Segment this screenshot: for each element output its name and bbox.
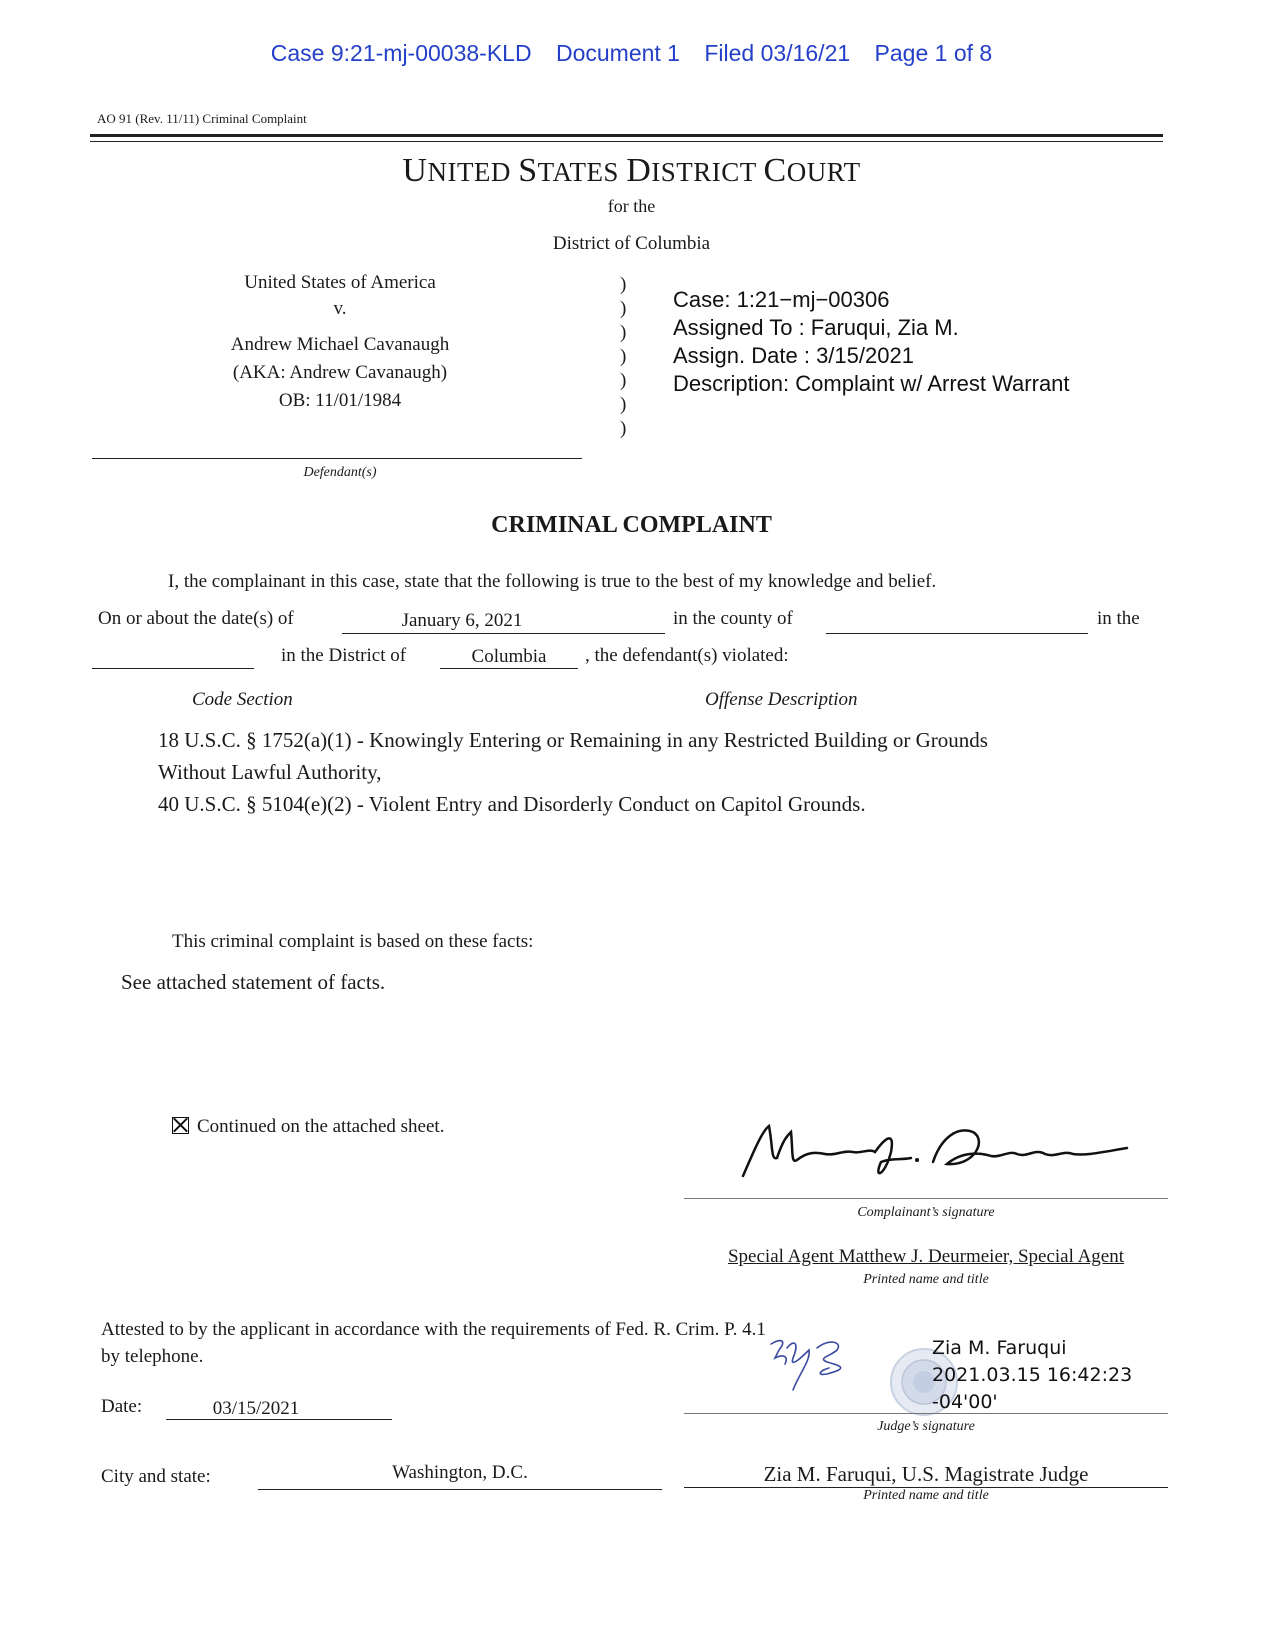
caption-paren: ) — [620, 370, 627, 391]
complainant-signature-label: Complainant’s signature — [857, 1205, 995, 1220]
digital-timestamp: 2021.03.15 16:42:23 — [932, 1364, 1133, 1386]
blank-underline — [92, 668, 254, 669]
header-rule-thin — [90, 141, 1163, 142]
attest-date: 03/15/2021 — [212, 1398, 300, 1419]
judge-signature-line — [684, 1413, 1168, 1414]
offense-description-header: Offense Description — [705, 689, 858, 710]
complainant-printed-label: Printed name and title — [863, 1272, 989, 1287]
assigned-to: Assigned To : Faruqui, Zia M. — [673, 315, 959, 340]
defendant-label: Defendant(s) — [303, 465, 377, 480]
caption-paren: ) — [620, 346, 627, 367]
caption-paren: ) — [620, 274, 627, 295]
judge-initials-signature — [765, 1330, 861, 1404]
case-info-block — [673, 286, 1070, 398]
digital-timezone: -04'00' — [932, 1391, 998, 1413]
complainant-signature-graphic — [735, 1118, 1135, 1186]
caption-paren: ) — [620, 394, 627, 415]
county-underline — [826, 633, 1088, 634]
stamp-case-number: Case 9:21-mj-00038-KLD — [270, 40, 532, 66]
caption-paren: ) — [620, 418, 627, 439]
offense-date: January 6, 2021 — [401, 610, 523, 631]
digital-signature-block — [932, 1335, 1132, 1416]
city-underline — [258, 1489, 662, 1490]
attestation-text — [101, 1316, 766, 1370]
continued-checkbox — [172, 1117, 189, 1134]
defendant-dob: OB: 11/01/1984 — [278, 390, 402, 411]
district-value: Columbia — [471, 646, 547, 667]
complainant-statement: I, the complainant in this case, state that the following is true to the best of my knowledge and belief. — [168, 571, 937, 592]
in-the-label: in the — [1097, 608, 1140, 629]
facts-intro: This criminal complaint is based on these facts: — [172, 931, 534, 952]
district-name: District of Columbia — [552, 233, 711, 254]
code-section-header: Code Section — [192, 689, 293, 710]
judge-signature-label: Judge’s signature — [877, 1419, 975, 1434]
judge-printed-name: Zia M. Faruqui, U.S. Magistrate Judge — [763, 1462, 1089, 1486]
county-label: in the county of — [673, 608, 793, 629]
case-number: Case: 1:21−mj−00306 — [673, 287, 890, 312]
date-underline — [342, 633, 665, 634]
defendant-aka: (AKA: Andrew Cavanaugh) — [232, 362, 448, 383]
caption-paren: ) — [620, 298, 627, 319]
plaintiff-name: United States of America — [244, 272, 436, 293]
ecf-header-stamp — [0, 40, 1263, 67]
defendant-name: Andrew Michael Cavanaugh — [230, 334, 450, 355]
date-prefix: On or about the date(s) of — [98, 608, 294, 629]
city-state-label: City and state: — [101, 1466, 211, 1487]
attestation-line: by telephone. — [101, 1346, 204, 1367]
district-prefix: in the District of — [281, 645, 407, 666]
continued-label: Continued on the attached sheet. — [197, 1116, 445, 1137]
judge-printed-label: Printed name and title — [863, 1488, 989, 1503]
complainant-printed-name: Special Agent Matthew J. Deurmeier, Special Agent — [727, 1246, 1125, 1267]
offense-line: 40 U.S.C. § 5104(e)(2) - Violent Entry and Disorderly Conduct on Capitol Grounds. — [158, 792, 866, 816]
stamp-document: Document 1 — [555, 40, 680, 66]
header-rule-thick — [90, 134, 1163, 137]
caption-paren: ) — [620, 322, 627, 343]
complainant-signature-line — [684, 1198, 1168, 1199]
continued-row — [172, 1116, 444, 1138]
court-title: UNITED STATES DISTRICT COURT — [402, 152, 861, 189]
form-identifier: AO 91 (Rev. 11/11) Criminal Complaint — [97, 111, 307, 126]
for-the-label: for the — [607, 196, 656, 216]
versus: v. — [333, 298, 347, 319]
stamp-page: Page 1 of 8 — [874, 40, 993, 66]
document-title: CRIMINAL COMPLAINT — [491, 512, 772, 538]
attestation-line: Attested to by the applicant in accordance with the requirements of Fed. R. Crim. P. 4.1 — [101, 1319, 766, 1340]
violated-text: , the defendant(s) violated: — [585, 645, 789, 666]
district-underline — [440, 668, 578, 669]
city-state-value: Washington, D.C. — [392, 1462, 528, 1483]
caption-divider — [92, 458, 582, 459]
digital-signer: Zia M. Faruqui — [932, 1337, 1067, 1359]
offense-line: 18 U.S.C. § 1752(a)(1) - Knowingly Entering or Remaining in any Restricted Building or Grounds — [158, 728, 988, 752]
offense-list — [158, 724, 1118, 820]
facts-statement: See attached statement of facts. — [121, 970, 386, 994]
case-description: Description: Complaint w/ Arrest Warrant — [673, 371, 1070, 396]
offense-line: Without Lawful Authority, — [158, 760, 382, 784]
assign-date: Assign. Date : 3/15/2021 — [673, 343, 914, 368]
date-label: Date: — [101, 1396, 143, 1417]
stamp-filed: Filed 03/16/21 — [704, 40, 851, 66]
